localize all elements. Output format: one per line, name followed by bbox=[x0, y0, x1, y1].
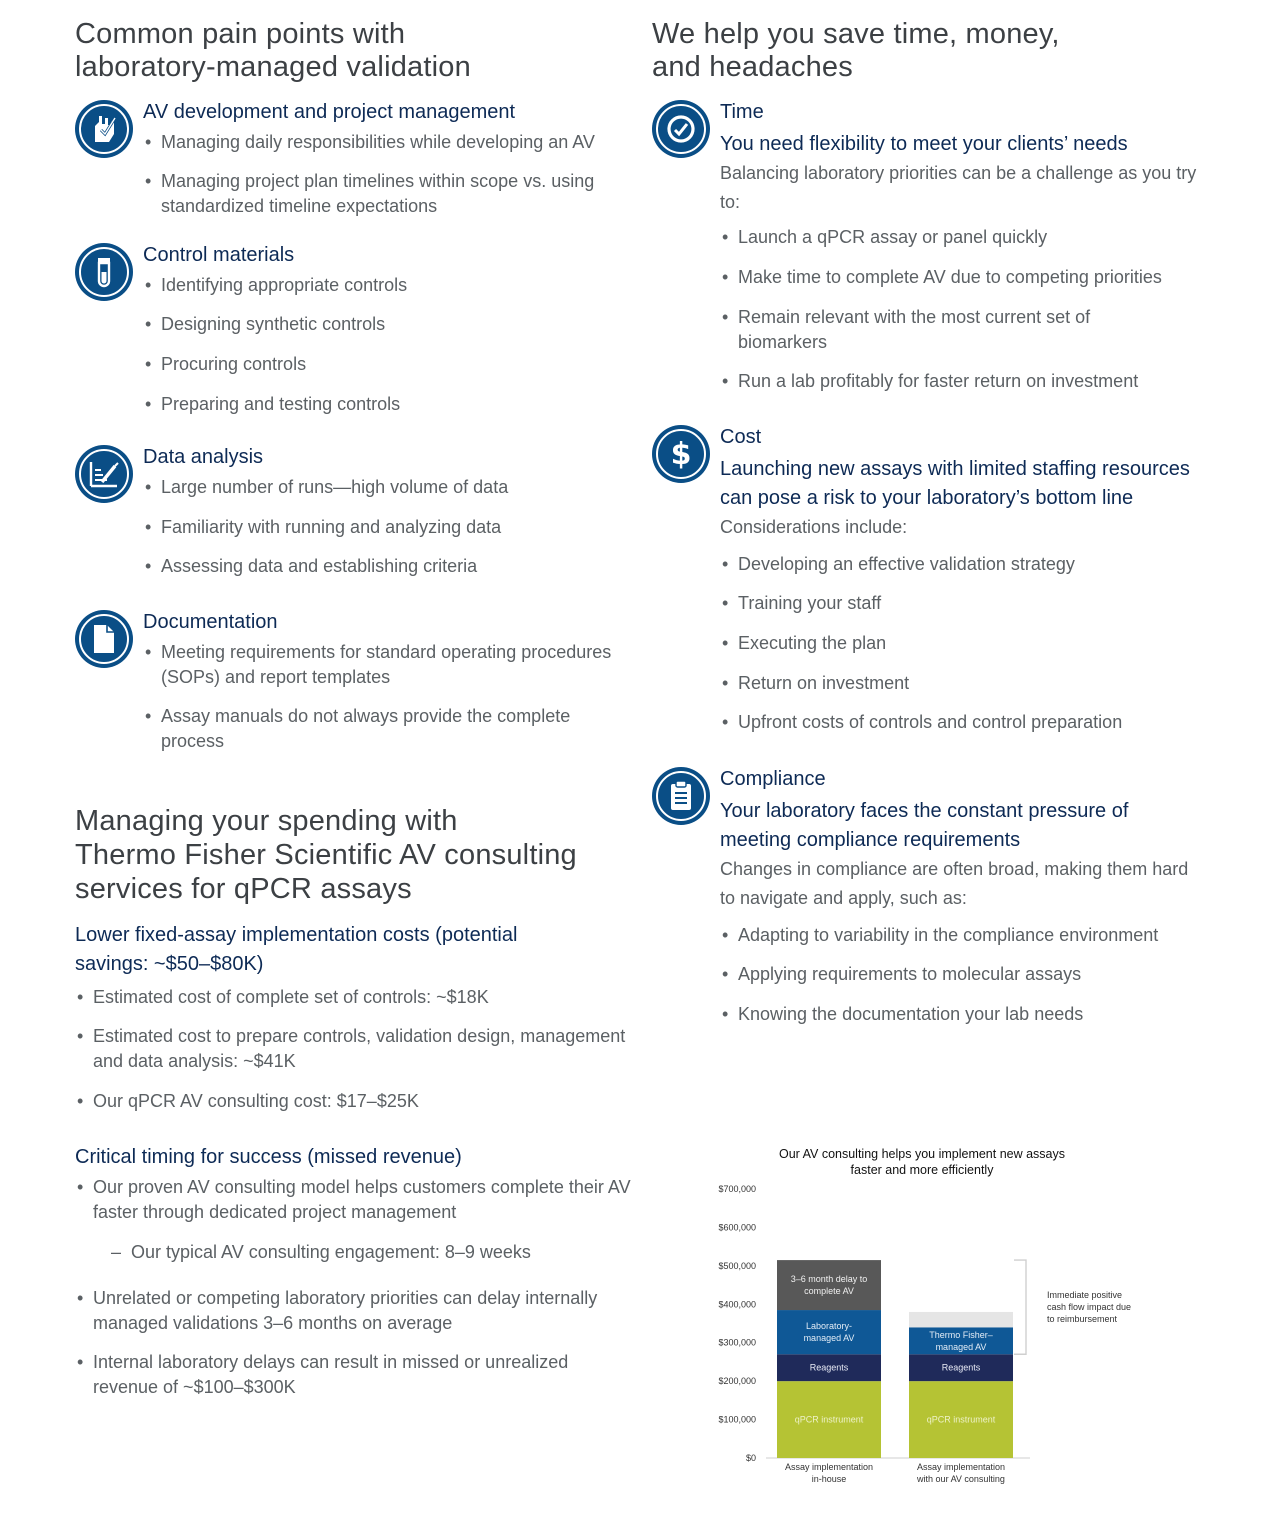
topic-time bbox=[652, 100, 1212, 394]
list-item: • Familiarity with running and analyzing data bbox=[143, 515, 635, 540]
y-tick-label: $400,000 bbox=[718, 1299, 756, 1310]
x-category-label: with our AV consulting bbox=[917, 1474, 1005, 1484]
left-column bbox=[75, 18, 635, 1400]
list-item: • Managing daily responsibilities while developing an AV bbox=[143, 130, 635, 155]
chart-annotation bbox=[1014, 1260, 1131, 1354]
y-tick-label: $200,000 bbox=[718, 1376, 756, 1387]
annotation-text: cash flow impact due bbox=[1047, 1302, 1132, 1312]
list-item: • Remain relevant with the most current set of biomarkers bbox=[720, 305, 1100, 355]
list-item: • Preparing and testing controls bbox=[143, 392, 635, 417]
bar-segment-label: managed AV bbox=[935, 1341, 987, 1352]
y-tick-label: $300,000 bbox=[718, 1337, 756, 1348]
topic-documentation bbox=[75, 610, 635, 754]
list-item: • Estimated cost of complete set of controls: ~$18K bbox=[75, 985, 635, 1010]
list-item: • Executing the plan bbox=[720, 631, 1212, 656]
y-tick-label: $0 bbox=[745, 1453, 756, 1463]
topic-heading: Cost bbox=[720, 426, 762, 448]
y-tick-label: $100,000 bbox=[718, 1414, 756, 1425]
list-item: • Developing an effective validation strategy bbox=[720, 552, 1212, 577]
x-category-label: Assay implementation bbox=[784, 1462, 874, 1472]
list-item: • Identifying appropriate controls bbox=[143, 273, 635, 298]
topic-heading: Compliance bbox=[720, 768, 826, 790]
topic-subheading: Launching new assays with limited staffing resources can pose a risk to your laboratory’s bottom line bbox=[720, 458, 1190, 509]
topic-list bbox=[720, 225, 1212, 394]
svg-text:$: $ bbox=[670, 437, 692, 472]
topic-lead: Changes in compliance are often broad, making them hard to navigate and apply, such as: bbox=[720, 859, 1189, 908]
topic-subheading: You need flexibility to meet your clients’ needs bbox=[720, 133, 1128, 155]
av-consulting-chart bbox=[700, 1140, 1160, 1500]
pain-points-title: Common pain points with laboratory-managed validation bbox=[75, 18, 471, 83]
bar-segment bbox=[909, 1312, 1013, 1327]
list-item: • Internal laboratory delays can result in missed or unrealized revenue of ~$100–$300K bbox=[75, 1350, 635, 1400]
bar-segment-label: Reagents bbox=[941, 1362, 981, 1373]
document-icon bbox=[75, 610, 133, 668]
data-chart-icon bbox=[75, 445, 133, 503]
topic-control-materials bbox=[75, 243, 635, 417]
x-axis-labels bbox=[785, 1462, 1005, 1484]
list-item: • Assay manuals do not always provide the complete process bbox=[143, 704, 635, 754]
bar-segment-label: complete AV bbox=[804, 1286, 854, 1297]
list-item: • Upfront costs of controls and control preparation bbox=[720, 710, 1212, 735]
list-item: • Adapting to variability in the compliance environment bbox=[720, 923, 1212, 948]
sub-list-item: – Our typical AV consulting engagement: 8–9 weeks bbox=[75, 1240, 635, 1265]
bar-segment bbox=[777, 1310, 881, 1354]
list-item: • Estimated cost to prepare controls, validation design, management and data analysis: ~$41K bbox=[75, 1024, 635, 1074]
list-item: • Meeting requirements for standard operating procedures (SOPs) and report templates bbox=[143, 640, 635, 690]
annotation-text: Immediate positive bbox=[1047, 1290, 1123, 1300]
list-item: • Knowing the documentation your lab needs bbox=[720, 1002, 1212, 1027]
lower-costs-list bbox=[75, 985, 635, 1114]
right-column bbox=[652, 18, 1212, 1027]
topic-heading: Documentation bbox=[143, 611, 278, 633]
topic-list bbox=[143, 640, 635, 754]
topic-list bbox=[143, 475, 635, 579]
timing-heading: Critical timing for success (missed revenue) bbox=[75, 1146, 462, 1168]
list-item: • Our proven AV consulting model helps customers complete their AV faster through dedicated project management bbox=[75, 1175, 635, 1225]
topic-lead: Balancing laboratory priorities can be a challenge as you try to: bbox=[720, 163, 1197, 212]
topic-list bbox=[720, 923, 1212, 1027]
topic-list bbox=[720, 552, 1212, 735]
benefits-title: We help you save time, money, and headaches bbox=[652, 18, 1060, 83]
stacked-bar-chart bbox=[700, 1140, 1160, 1500]
bar-segment-label: managed AV bbox=[803, 1333, 855, 1344]
annotation-text: to reimbursement bbox=[1047, 1314, 1118, 1324]
bar-segment-label: qPCR instrument bbox=[794, 1414, 864, 1425]
topic-list bbox=[143, 273, 635, 417]
x-category-label: Assay implementation bbox=[916, 1462, 1006, 1472]
topic-heading: Control materials bbox=[143, 244, 295, 266]
chart-title-line2: faster and more efficiently bbox=[850, 1163, 994, 1177]
list-item: • Procuring controls bbox=[143, 352, 635, 377]
list-item: • Applying requirements to molecular assays bbox=[720, 962, 1212, 987]
spending-title: Managing your spending with Thermo Fisher Scientific AV consulting services for qPCR assays bbox=[75, 805, 577, 905]
checklist-hand-icon bbox=[75, 100, 133, 158]
list-item: • Make time to complete AV due to competing priorities bbox=[720, 265, 1212, 290]
list-item: • Our qPCR AV consulting cost: $17–$25K bbox=[75, 1089, 635, 1114]
bar-segment-label: Thermo Fisher– bbox=[929, 1329, 993, 1340]
topic-list bbox=[143, 130, 635, 219]
list-item: • Launch a qPCR assay or panel quickly bbox=[720, 225, 1212, 250]
test-tube-icon bbox=[75, 243, 133, 301]
topic-data-analysis bbox=[75, 445, 635, 579]
list-item: • Unrelated or competing laboratory priorities can delay internally managed validations 3–6 months on average bbox=[75, 1286, 635, 1336]
topic-heading: Data analysis bbox=[143, 446, 264, 468]
list-item: • Run a lab profitably for faster return on investment bbox=[720, 369, 1212, 394]
clock-icon bbox=[652, 100, 710, 158]
list-item: • Training your staff bbox=[720, 591, 1212, 616]
timing-list bbox=[75, 1175, 635, 1225]
topic-lead: Considerations include: bbox=[720, 517, 908, 537]
lower-costs-heading: Lower fixed-assay implementation costs (potential savings: ~$50–$80K) bbox=[75, 924, 518, 975]
dollar-icon bbox=[652, 425, 710, 483]
y-tick-label: $600,000 bbox=[718, 1222, 756, 1233]
topic-subheading: Your laboratory faces the constant pressure of meeting compliance requirements bbox=[720, 800, 1129, 851]
y-tick-label: $500,000 bbox=[718, 1260, 756, 1271]
list-item: • Managing project plan timelines within scope vs. using standardized timeline expectations bbox=[143, 169, 635, 219]
list-item: • Assessing data and establishing criteria bbox=[143, 554, 635, 579]
topic-compliance bbox=[652, 767, 1212, 1027]
timing-list-rest bbox=[75, 1286, 635, 1400]
list-item: • Large number of runs—high volume of data bbox=[143, 475, 635, 500]
bars bbox=[777, 1260, 1013, 1458]
chart-title-line1: Our AV consulting helps you implement new assays bbox=[778, 1147, 1066, 1161]
bar-segment-label: 3–6 month delay to bbox=[790, 1274, 868, 1285]
clipboard-icon bbox=[652, 767, 710, 825]
list-item: • Designing synthetic controls bbox=[143, 312, 635, 337]
bar-segment-label: qPCR instrument bbox=[926, 1414, 996, 1425]
topic-heading: AV development and project management bbox=[143, 101, 516, 123]
bar-segment bbox=[777, 1260, 881, 1310]
topic-av-development bbox=[75, 100, 635, 219]
y-tick-label: $700,000 bbox=[718, 1184, 756, 1194]
bracket bbox=[1014, 1260, 1026, 1354]
topic-heading: Time bbox=[720, 101, 764, 123]
bar-segment-label: Laboratory- bbox=[805, 1321, 853, 1332]
bar-segment-label: Reagents bbox=[809, 1362, 849, 1373]
list-item: • Return on investment bbox=[720, 671, 1212, 696]
x-category-label: in-house bbox=[811, 1474, 847, 1484]
topic-cost bbox=[652, 425, 1212, 735]
